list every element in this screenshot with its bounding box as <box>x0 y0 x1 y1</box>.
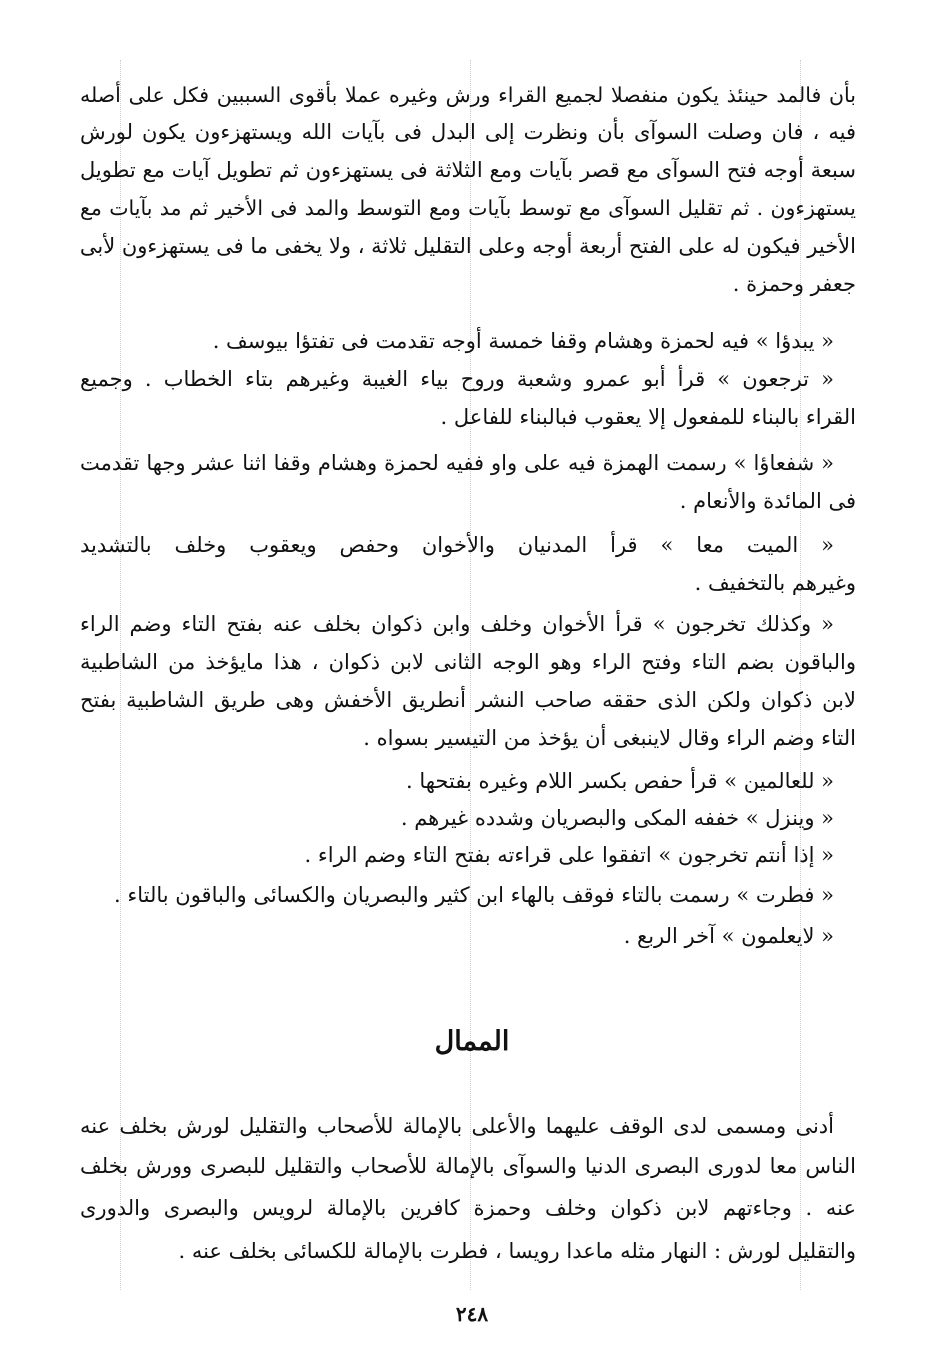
mamal-line: عنه . وجاءتهم لابن ذكوان وخلف وحمزة كافرين بالإمالة لرويس والبصرى والدورى <box>80 1196 857 1220</box>
body-line: الأخير فيكون له على الفتح أربعة أوجه وعلى التقليل ثلاثة ، ولا يخفى ما فى يستهزءون لأبى <box>79 234 856 258</box>
page-number: ٢٤٨ <box>455 1302 489 1326</box>
body-line: والباقون بضم التاء وفتح الراء وهو الوجه الثانى لابن ذكوان ، هذا مايؤخذ من الشاطبية <box>80 650 856 674</box>
entry-line: « الميت معا » قرأ المدنيان والأخوان وحفص ويعقوب وخلف بالتشديد <box>80 533 834 557</box>
entry-line: « لايعلمون » آخر الربع . <box>623 924 834 948</box>
section-heading: الممال <box>434 1026 510 1057</box>
body-line: بأن فالمد حينئذ يكون منفصلا لجميع القراء ورش وغيره عملا بأقوى السببين فكل على أصله <box>80 83 856 107</box>
entry-line: « وكذلك تخرجون » قرأ الأخوان وخلف وابن ذكوان بخلف عنه بفتح التاء وضم الراء <box>80 612 834 636</box>
body-line: وغيرهم بالتخفيف . <box>694 571 856 595</box>
mamal-line: الناس معا لدورى البصرى الدنيا والسوآى بالإمالة للأصحاب والتقليل للبصرى وورش بخلف <box>80 1154 856 1178</box>
entry-line: « يبدؤا » فيه لحمزة وهشام وقفا خمسة أوجه تقدمت فى تفتؤا بيوسف . <box>212 329 834 353</box>
entry-line: « إذا أنتم تخرجون » اتفقوا على قراءته بفتح التاء وضم الراء . <box>304 843 834 867</box>
body-line: لابن ذكوان ولكن الذى حققه صاحب النشر أنطريق الأخفش وهى طريق الشاطبية بفتح <box>80 688 856 712</box>
body-line: فيه ، فان وصلت السوآى بأن ونظرت إلى البدل فى بآيات الله ويستهزءون يكون لورش <box>80 120 856 144</box>
entry-line: « وينزل » خففه المكى والبصريان وشدده غيرهم . <box>400 806 834 830</box>
body-line: سبعة أوجه فتح السوآى مع قصر بآيات ومع الثلاثة فى يستهزءون ثم تطويل آيات مع تطويل <box>80 158 856 182</box>
body-line: يستهزءون . ثم تقليل السوآى مع توسط بآيات ومع التوسط والمد فى الأخير ثم مد بآيات مع <box>80 196 856 220</box>
body-line: جعفر وحمزة . <box>732 272 856 296</box>
body-line: فى المائدة والأنعام . <box>679 489 856 513</box>
entry-line: « ترجعون » قرأ أبو عمرو وشعبة وروح بياء الغيبة وغيرهم بتاء الخطاب . وجميع <box>80 367 834 391</box>
entry-line: « فطرت » رسمت بالتاء فوقف بالهاء ابن كثير والبصريان والكسائى والباقون بالتاء . <box>114 883 834 907</box>
entry-line: « شفعاؤا » رسمت الهمزة فيه على واو ففيه لحمزة وهشام وقفا اثنا عشر وجها تقدمت <box>80 451 834 475</box>
body-line: القراء بالبناء للمفعول إلا يعقوب فبالبناء للفاعل . <box>440 405 856 429</box>
mamal-line: أدنى ومسمى لدى الوقف عليهما والأعلى بالإمالة للأصحاب والتقليل لورش بخلف عنه <box>80 1114 834 1138</box>
body-line: التاء وضم الراء وقال لاينبغى أن يؤخذ من التيسير بسواه . <box>363 726 856 750</box>
entry-line: « للعالمين » قرأ حفص بكسر اللام وغيره بفتحها . <box>406 769 834 793</box>
mamal-line: والتقليل لورش : النهار مثله ماعدا رويسا ، فطرت بالإمالة للكسائى بخلف عنه . <box>178 1239 856 1263</box>
